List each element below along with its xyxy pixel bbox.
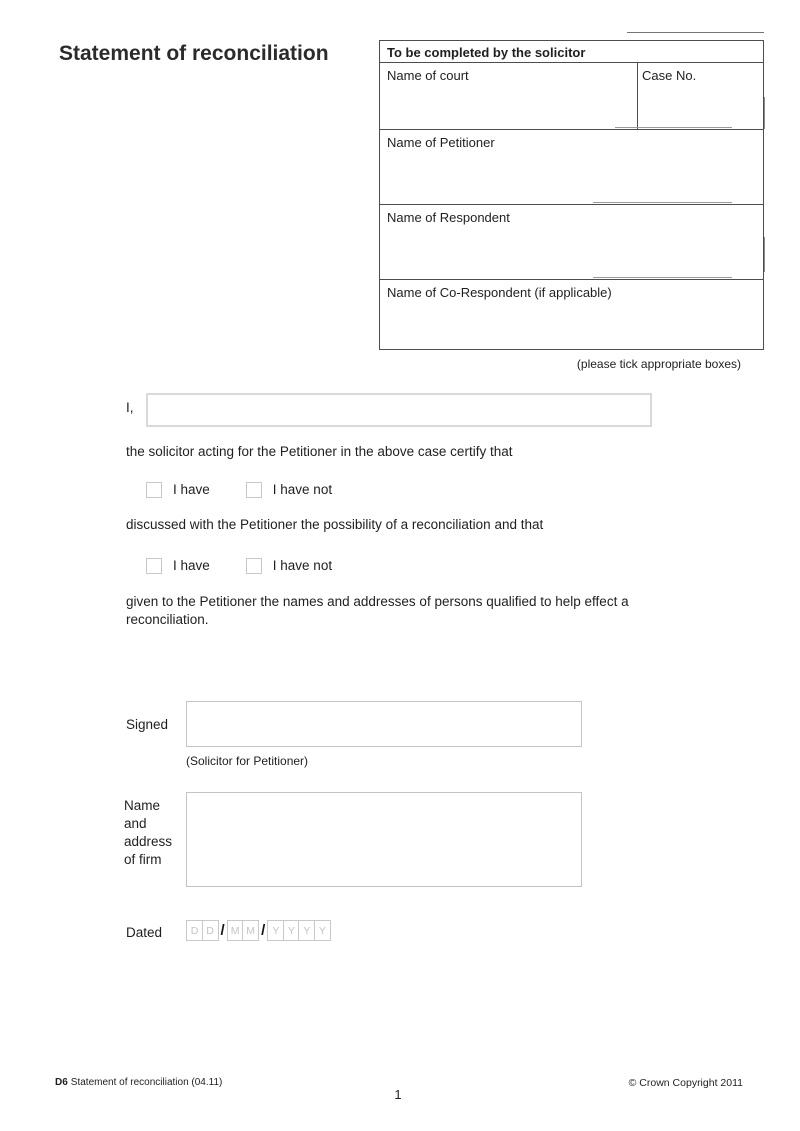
signature-input[interactable] bbox=[186, 701, 582, 747]
i-have-given-checkbox[interactable] bbox=[146, 558, 162, 574]
discussed-statement: discussed with the Petitioner the possibility of a reconciliation and that bbox=[126, 517, 544, 532]
date-year-cell[interactable]: Y bbox=[314, 920, 331, 941]
date-separator: / bbox=[261, 922, 266, 939]
border-artifact bbox=[764, 237, 765, 272]
i-have-not-label: I have not bbox=[272, 558, 333, 573]
case-no-label: Case No. bbox=[642, 68, 697, 83]
name-of-respondent-field[interactable] bbox=[380, 205, 763, 280]
date-day-cell[interactable]: D bbox=[202, 920, 219, 941]
solicitor-box-header: To be completed by the solicitor bbox=[380, 41, 763, 63]
date-year-cell[interactable]: Y bbox=[298, 920, 315, 941]
date-month-cell[interactable]: M bbox=[242, 920, 259, 941]
case-no-field[interactable] bbox=[637, 63, 763, 129]
solicitor-for-petitioner-note: (Solicitor for Petitioner) bbox=[186, 754, 309, 768]
name-of-petitioner-field[interactable] bbox=[380, 130, 763, 205]
tick-instruction: (please tick appropriate boxes) bbox=[576, 357, 741, 371]
name-of-court-field[interactable] bbox=[380, 63, 763, 130]
border-artifact bbox=[593, 202, 732, 203]
date-year-cell[interactable]: Y bbox=[267, 920, 284, 941]
dated-label: Dated bbox=[126, 925, 163, 940]
i-have-label: I have bbox=[173, 558, 210, 573]
i-label: I, bbox=[126, 400, 134, 415]
i-have-discussed-checkbox[interactable] bbox=[146, 482, 162, 498]
name-of-court-label: Name of court bbox=[387, 68, 469, 83]
date-month-cell[interactable]: M bbox=[227, 920, 244, 941]
firm-name-address-input[interactable] bbox=[186, 792, 582, 887]
given-statement: given to the Petitioner the names and addresses of persons qualified to help effect a reconciliation. bbox=[126, 594, 629, 627]
i-have-not-label: I have not bbox=[272, 482, 333, 497]
page-title: Statement of reconciliation bbox=[59, 42, 329, 65]
certify-statement: the solicitor acting for the Petitioner in the above case certify that bbox=[126, 444, 513, 459]
i-have-label: I have bbox=[173, 482, 210, 497]
border-artifact bbox=[593, 277, 732, 278]
name-of-co-respondent-field[interactable] bbox=[380, 280, 763, 351]
form-reference-title: Statement of reconciliation (04.11) bbox=[70, 1077, 223, 1088]
border-artifact bbox=[627, 32, 764, 33]
date-year-cell[interactable]: Y bbox=[283, 920, 300, 941]
border-artifact bbox=[764, 97, 765, 129]
date-separator: / bbox=[220, 922, 225, 939]
i-have-not-discussed-checkbox[interactable] bbox=[246, 482, 262, 498]
border-artifact bbox=[615, 127, 732, 128]
signed-label: Signed bbox=[126, 717, 169, 732]
solicitor-name-input[interactable] bbox=[146, 393, 652, 427]
name-of-petitioner-label: Name of Petitioner bbox=[387, 135, 495, 150]
name-of-respondent-label: Name of Respondent bbox=[387, 210, 510, 225]
form-id: D6 bbox=[55, 1077, 68, 1088]
given-checkbox-row bbox=[146, 557, 332, 574]
discussed-checkbox-row bbox=[146, 481, 332, 498]
firm-name-address-label: Name and address of firm bbox=[124, 798, 173, 867]
page-number: 1 bbox=[394, 1087, 402, 1102]
date-input-group bbox=[186, 920, 331, 941]
solicitor-details-box bbox=[379, 40, 764, 350]
name-of-co-respondent-label: Name of Co-Respondent (if applicable) bbox=[387, 285, 612, 300]
i-have-not-given-checkbox[interactable] bbox=[246, 558, 262, 574]
date-day-cell[interactable]: D bbox=[186, 920, 203, 941]
copyright-notice: © Crown Copyright 2011 bbox=[628, 1077, 743, 1089]
